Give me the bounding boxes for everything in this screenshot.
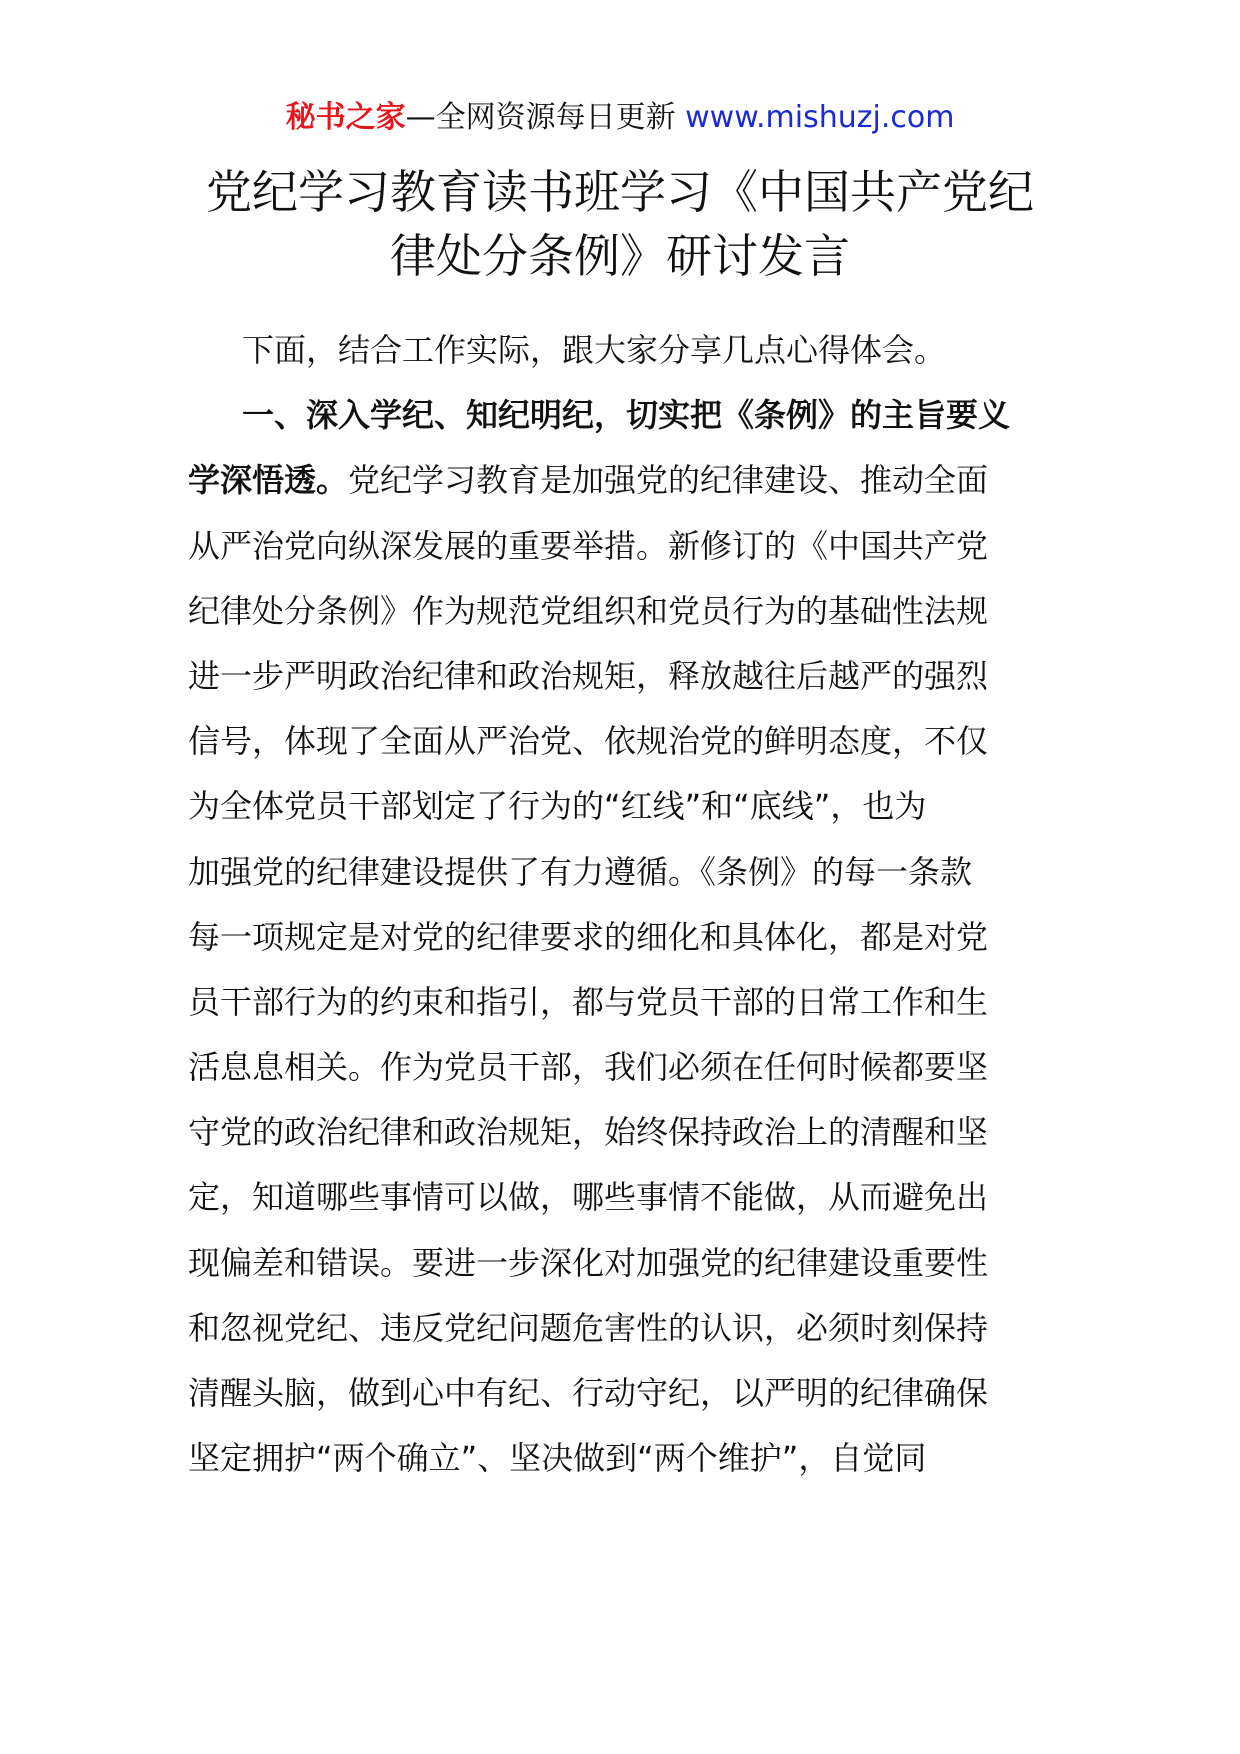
paragraph-line: 坚定拥护“两个确立”、坚决做到“两个维护”，自觉同 [188,1439,927,1478]
paragraph-line: 守党的政治纪律和政治规矩，始终保持政治上的清醒和坚 [188,1113,989,1152]
document-title [180,160,1060,288]
paragraph-line: 为全体党员干部划定了行为的“红线”和“底线”，也为 [188,787,927,826]
brand-name: 秘书之家 [285,100,406,135]
paragraph-line [188,448,1054,513]
paragraph-line: 每一项规定是对党的纪律要求的细化和具体化，都是对党 [188,917,989,956]
paragraph-line: 员干部行为的约束和指引，都与党员干部的日常工作和生 [188,982,989,1021]
section-heading: 一、深入学纪、知纪明纪，切实把《条例》的主旨要义 [242,396,1011,435]
paragraph-line: 加强党的纪律建设提供了有力遵循。《条例》的每一条款 [188,852,973,891]
header-tagline: —全网资源每日更新 [405,100,686,135]
paragraph-line: 活息息相关。作为党员干部，我们必须在任何时候都要坚 [188,1048,989,1087]
intro-paragraph: 下面，结合工作实际，跟大家分享几点心得体会。 [242,331,947,369]
paragraph-line: 定，知道哪些事情可以做，哪些事情不能做，从而避免出 [188,1178,989,1217]
paragraph-text: 党纪学习教育是加强党的纪律建设、推动全面 [348,461,989,500]
title-line-2: 律处分条例》研讨发言 [390,229,850,283]
paragraph-lines [188,514,1054,1492]
paragraph-line: 信号，体现了全面从严治党、依规治党的鲜明态度，不仅 [188,722,989,761]
site-url-link[interactable]: www.mishuzj.com [685,100,955,135]
paragraph-line: 清醒头脑，做到心中有纪、行动守纪，以严明的纪律确保 [188,1374,989,1412]
paragraph-line: 纪律处分条例》作为规范党组织和党员行为的基础性法规 [188,591,989,630]
section-heading-end: 学深悟透。 [188,461,349,500]
paragraph-line: 现偏差和错误。要进一步深化对加强党的纪律建设重要性 [188,1243,989,1282]
title-line-1: 党纪学习教育读书班学习《中国共产党纪 [206,165,1034,219]
site-header [0,98,1240,138]
paragraph-line: 从严治党向纵深发展的重要举措。新修订的《中国共产党 [188,526,989,565]
document-body [188,318,1054,1491]
paragraph-line: 进一步严明政治纪律和政治规矩，释放越往后越严的强烈 [188,656,989,695]
paragraph-line: 和忽视党纪、违反党纪问题危害性的认识，必须时刻保持 [188,1308,989,1347]
